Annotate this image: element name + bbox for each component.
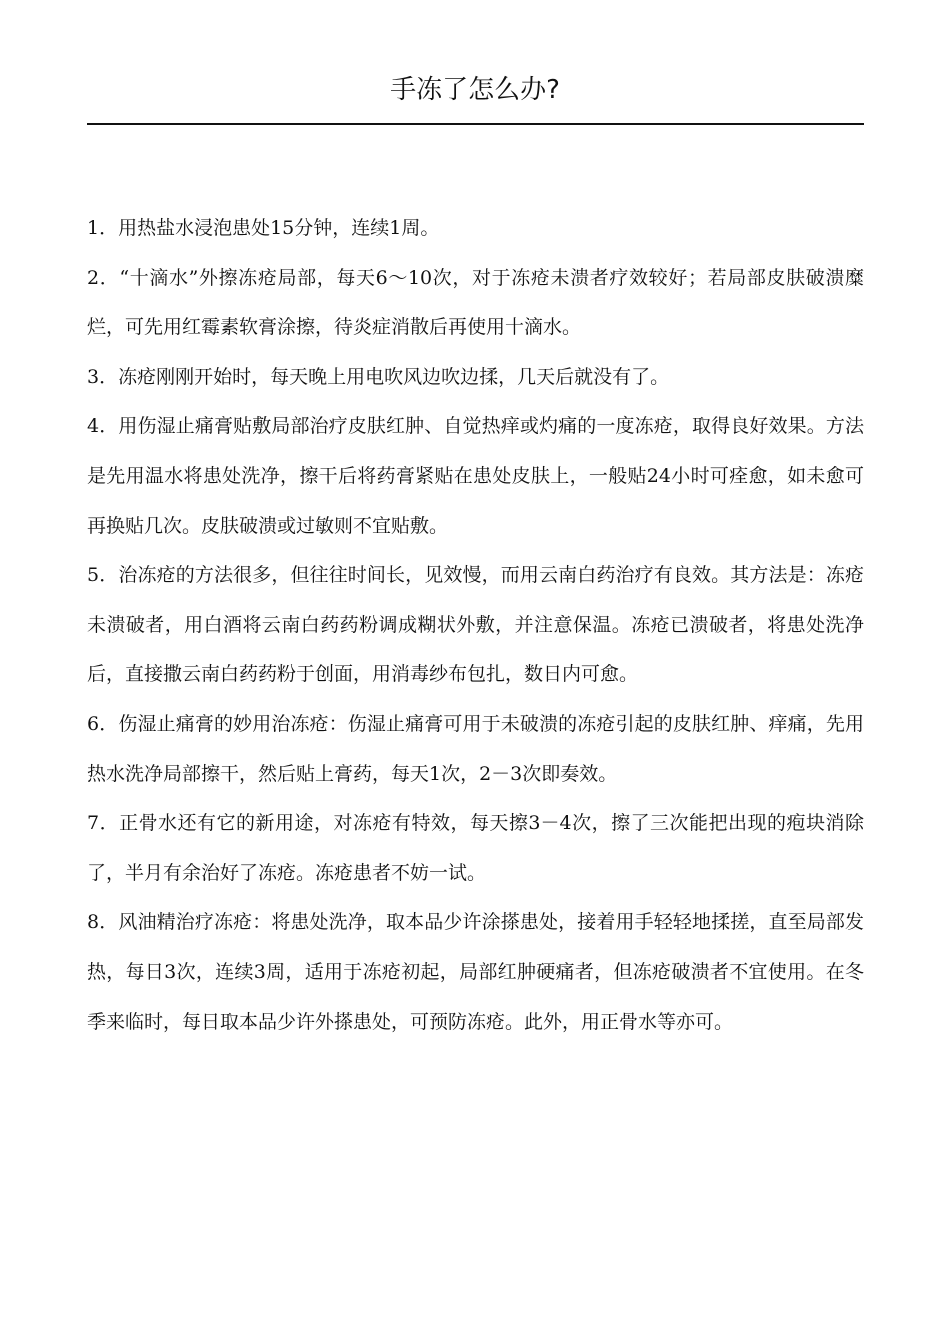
remedy-item-1: 1．用热盐水浸泡患处15分钟，连续1周。 (87, 217, 440, 239)
remedy-list (87, 204, 864, 1047)
remedy-item-5: 5．治冻疮的方法很多，但往往时间长，见效慢，而用云南白药治疗有良效。其方法是：冻疮未溃破者，用白酒将云南白药药粉调成糊状外敷，并注意保温。冻疮已溃破者，将患处洗净后，直接撒云南白药药粉于创面，用消毒纱布包扎，数日内可愈。 (87, 564, 864, 686)
remedy-item-3: 3．冻疮刚刚开始时，每天晚上用电吹风边吹边揉，几天后就没有了。 (87, 365, 670, 388)
page-title: 手冻了怎么办? (390, 75, 560, 105)
remedy-item-2: 2．“十滴水”外擦冻疮局部，每天6～10次，对于冻疮未溃者疗效较好；若局部皮肤破溃糜烂，可先用红霉素软膏涂擦，待炎症消散后再使用十滴水。 (87, 266, 864, 339)
title-divider (87, 123, 864, 125)
remedy-item-6: 6．伤湿止痛膏的妙用治冻疮：伤湿止痛膏可用于未破溃的冻疮引起的皮肤红肿、痒痛，先用热水洗净局部擦干，然后贴上膏药，每天1次，2－3次即奏效。 (87, 712, 864, 785)
remedy-item-8: 8．风油精治疗冻疮：将患处洗净，取本品少许涂搽患处，接着用手轻轻地揉搓，直至局部发热，每日3次，连续3周，适用于冻疮初起，局部红肿硬痛者，但冻疮破溃者不宜使用。在冬季来临时，每日取本品少许外搽患处，可预防冻疮。此外，用正骨水等亦可。 (87, 911, 864, 1033)
remedy-item-4: 4．用伤湿止痛膏贴敷局部治疗皮肤红肿、自觉热痒或灼痛的一度冻疮，取得良好效果。方法是先用温水将患处洗净，擦干后将药膏紧贴在患处皮肤上，一般贴24小时可痊愈，如未愈可再换贴几次。皮肤破溃或过敏则不宜贴敷。 (87, 415, 864, 537)
remedy-item-7: 7．正骨水还有它的新用途，对冻疮有特效，每天擦3－4次，擦了三次能把出现的疱块消除了，半月有余治好了冻疮。冻疮患者不妨一试。 (87, 812, 864, 884)
